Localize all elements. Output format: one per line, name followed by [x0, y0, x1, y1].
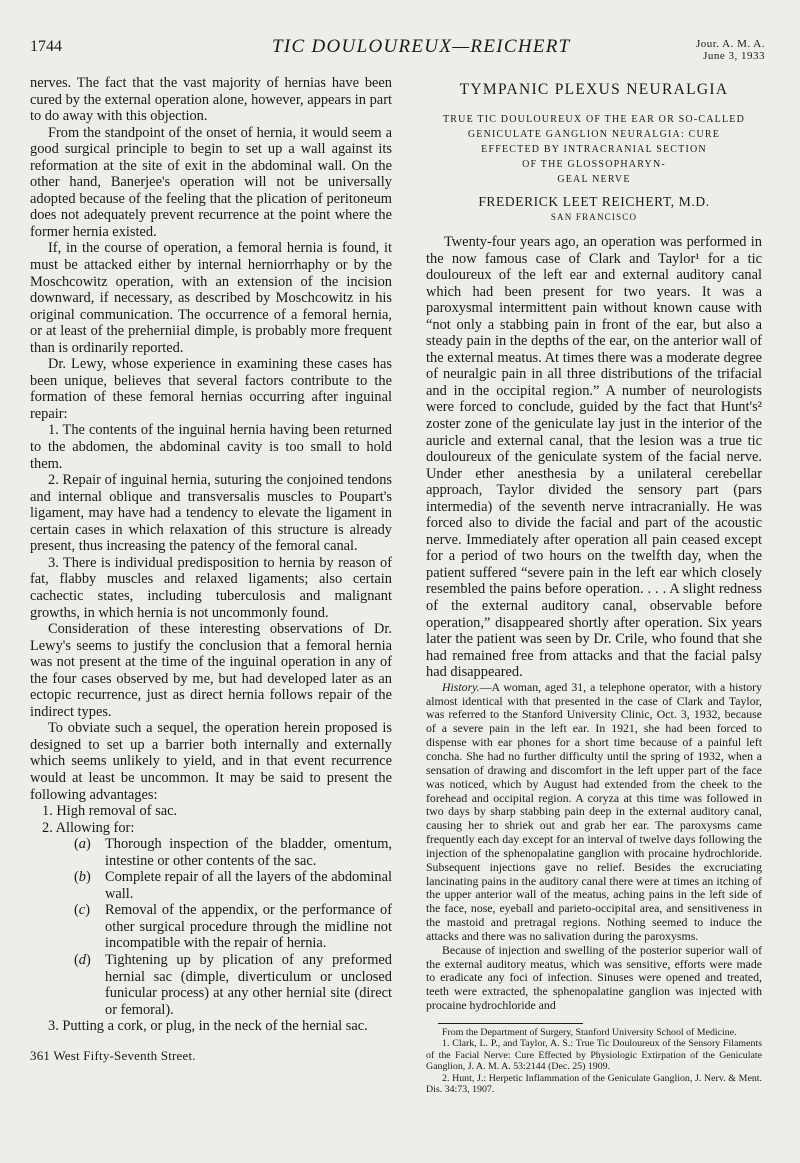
subtitle-line: GEAL NERVE	[557, 174, 631, 185]
subtitle-line: GENICULATE GANGLION NEURALGIA: CURE	[467, 129, 721, 140]
footnote: From the Department of Surgery, Stanford University School of Medicine.	[442, 1027, 737, 1039]
paragraph: From the standpoint of the onset of hernia, it would seem a good surgical principle to begin to set up a wall against its reformation at the site of exit in the abdominal wall. On the other hand, Banerjee's operation will not be universally adopted because of the feeling that the plication of peritoneum does not adequately prevent recurrence at the point where the former hernia existed.	[30, 124, 392, 240]
journal-info	[696, 38, 765, 62]
sub-list-text: Tightening up by plication of any preformed hernial sac (dimple, diverticulum or unclosed funicular process) at any other hernial site (direct or femoral).	[105, 951, 392, 1018]
history-label: History.	[442, 679, 480, 694]
subtitle-line: OF THE GLOSSOPHARYN-	[522, 159, 666, 170]
paragraph: Dr. Lewy, whose experience in examining these cases has been unique, believes that several factors contribute to the formation of these femoral hernias occurring after inguinal repair:	[30, 356, 392, 422]
sub-list-text: Removal of the appendix, or the performance of other surgical procedure through the midline not incompatible with the repair of hernia.	[105, 902, 392, 952]
journal-name: Jour. A. M. A.	[695, 38, 765, 50]
paragraph: Because of injection and swelling of the posterior superior wall of the external auditory meatus, which was sensitive, efforts were made to eradicate any foci of infection. Sinuses were opened and treated, teeth were extracted, the sphenopalatine ganglion was injected with procaine hydrochloride and	[426, 942, 762, 1013]
list-item: 1. High removal of sac.	[42, 803, 178, 820]
sub-list-text: Complete repair of all the layers of the abdominal wall.	[105, 869, 392, 902]
article-title: TYMPANIC PLEXUS NEURALGIA	[459, 81, 729, 98]
footnote: 1. Clark, L. P., and Taylor, A. S.: True Tic Douloureux of the Sensory Filaments of the Facial Nerve: Cure Effected by Physiologic Extirpation of the Geniculate Ganglion, J. A. M. A. 53:2144 (Dec. 25) 1909.	[426, 1038, 762, 1073]
running-title: TIC DOULOUREUX—REICHERT	[272, 36, 571, 57]
footnote: 2. Hunt, J.: Herpetic Inflammation of the Geniculate Ganglion, J. Nerv. & Ment. Dis. 34:73, 1907.	[426, 1072, 762, 1096]
paragraph: To obviate such a sequel, the operation herein proposed is designed to set up a barrier both internally and externally which seems unlikely to yield, and in that event recurrence would at least be uncommon. It may be said to present the following advantages:	[30, 720, 392, 803]
paragraph: 3. There is individual predisposition to hernia by reason of fat, flabby muscles and relaxed ligaments; also certain cachectic states, including tuberculosis and malignant growths, in which hernia is not uncommonly found.	[30, 554, 392, 621]
sub-list-item	[60, 869, 392, 902]
history-text: —A woman, aged 31, a telephone operator, with a history almost identical with that presented in the case of Clark and Taylor, was referred to the Stanford University Clinic, Oct. 3, 1932, because of a severe pain in the left ear. In 1921, she had been forced to dispense with ear phones for a short time because of a painful left concha. She had no further difficulty until the spring of 1932, when a sensation of drawing and discomfort in the left upper part of the face was noticed, which by August had extended from the cheek to the forehead and occipital region. A coryza at this time was followed in two days by sharp stabbing pain deep in the external auditory canal, causing her to shriek out and grab her ear. The paroxysms came frequently each day except for an interval of twelve days following the injection of the sphenopalatine ganglion with procaine hydrochloride. Subsequent injections gave no relief. Besides the excruciating lancinating pains in the auditory canal there were at times an itching of the upper anterior wall of the meatus, aching pains in the left side of the face, nose, eyeball and parieto-occipital area, and sensitiveness in the mastoid and pretragal regions. Nothing seemed to induce the attacks and there was no salivation during the paroxysms.	[426, 679, 762, 943]
list-item: 2. Allowing for:	[42, 819, 135, 836]
sub-list-letter: ( d )	[74, 952, 105, 969]
article-subtitle	[426, 112, 762, 187]
left-column	[30, 75, 392, 1064]
author-name: FREDERICK LEET REICHERT, M.D.	[478, 194, 710, 209]
paragraph: If, in the course of operation, a femoral hernia is found, it must be attacked either by internal herniorrhaphy or by the Moschcowitz operation, with an extension of the incision downward, if necessary, as described by Moschcowitz in his original communication. The occurrence of a femoral hernia, or at least of the preherniial dimple, is probably more frequent than is ordinarily reported.	[30, 240, 392, 356]
sub-list-letter: ( c )	[74, 902, 105, 919]
page-number: 1744	[30, 38, 62, 55]
sub-list-item	[60, 902, 392, 952]
paragraph: 2. Repair of inguinal hernia, suturing the conjoined tendons and internal oblique and transversalis muscles to Poupart's ligament, may have had a tendency to elevate the ligament in certain cases in which relaxation of this structure is already present, thus increasing the patency of the femoral canal.	[30, 472, 392, 555]
subtitle-line: EFFECTED BY INTRACRANIAL SECTION	[481, 144, 707, 155]
author-city: SAN FRANCISCO	[550, 212, 638, 222]
sub-list-item	[60, 836, 392, 869]
history-paragraph	[426, 681, 762, 944]
author-address: 361 West Fifty-Seventh Street.	[30, 1047, 196, 1063]
paragraph: nerves. The fact that the vast majority of hernias have been cured by the external operation alone, however, appears in part to do away with this objection.	[30, 75, 392, 125]
right-column	[426, 75, 762, 1095]
footnote-divider	[438, 1023, 583, 1024]
page-header	[0, 0, 800, 70]
sub-list-letter: ( b )	[74, 869, 105, 886]
paragraph: 1. The contents of the inguinal hernia having been returned to the abdomen, the abdominal cavity is too small to hold them.	[30, 422, 392, 472]
paragraph: Consideration of these interesting observations of Dr. Lewy's seems to justify the conclusion that a femoral hernia was not present at the time of the inguinal operation in any of the four cases observed by me, but had developed later as an ectopic recurrence, just as direct hernia follows repair of the indirect types.	[30, 621, 392, 720]
subtitle-line: TRUE TIC DOULOUREUX OF THE EAR OR SO-CALLED	[442, 114, 746, 125]
journal-date: June 3, 1933	[703, 50, 765, 62]
paragraph: 3. Putting a cork, or plug, in the neck of the hernial sac.	[48, 1018, 368, 1035]
sub-list-item	[60, 952, 392, 1018]
paragraph: Twenty-four years ago, an operation was performed in the now famous case of Clark and Taylor¹ for a tic douloureux of the left ear and external auditory canal which had been present for two years. It was a paroxysmal intermittent pain without known cause with “not only a stabbing pain in front of the ear, but also a steady pain in the depths of the ear, on the anterior wall of the external meatus. At times there was a moderate degree of neuralgic pain in all three distributions of the trifacial and in the occipital region.” A number of neurologists were forced to conclude, guided by the fact that Hunt's² zoster zone of the geniculate lay just in the interior of the auricle and external canal, that the lesion was a true tic douloureux of the geniculate system of the facial nerve. Under ether anesthesia by a unilateral cerebellar approach, Taylor divided the sensory part (pars intermedia) of the seventh nerve intracranially. He was forced also to divide the facial and part of the acoustic nerve. Immediately after operation all pain ceased except for a period of two hours on the twelfth day, when the patient suffered “severe pain in the left ear which closely resembled the pains before operation. . . . A slight redness of the external auditory canal, observable before operation,” disappeared shortly after operation. Six years later the patient was seen by Dr. Crile, who found that she had remained free from attacks and that the facial palsy had disappeared.	[426, 234, 762, 681]
sub-list-letter: ( a )	[74, 836, 105, 853]
sub-list-text: Thorough inspection of the bladder, omentum, intestine or other contents of the sac.	[105, 836, 392, 869]
